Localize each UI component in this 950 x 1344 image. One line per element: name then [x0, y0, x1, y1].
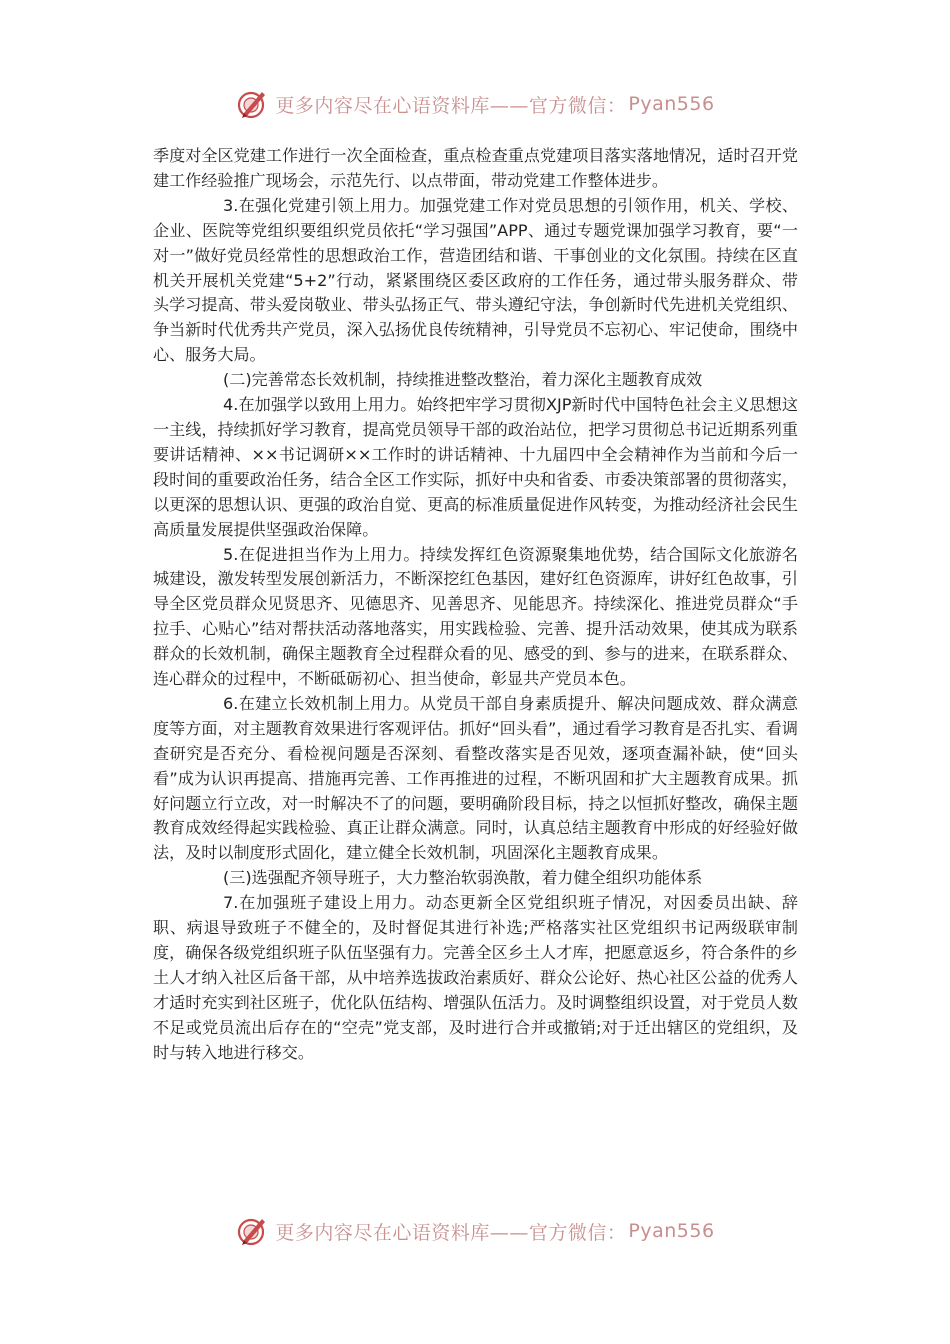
section-heading: (二)完善常态长效机制，持续推进整改整治，着力深化主题教育成效 [223, 370, 703, 390]
watermark-text: 更多内容尽在心语资料库——官方微信： [275, 1221, 627, 1244]
paragraph: 季度对全区党建工作进行一次全面检查，重点检查重点党建项目落实落地情况，适时召开党建工作经验推广现场会，示范先行、以点带面，带动党建工作整体进步。 [153, 146, 798, 190]
pen-logo-icon [235, 1214, 269, 1248]
paragraph: 3.在强化党建引领上用力。加强党建工作对党员思想的引领作用，机关、学校、企业、医院等党组织要组织党员依托“学习强国”APP、通过专题党课加强学习教育，要“一对一”做好党员经常性的思想政治工作，营造团结和谐、干事创业的文化氛围。持续在区直机关开展机关党建“5+2”行动，紧紧围绕区委区政府的工作任务，通过带头服务群众、带头学习提高、带头爱岗敬业、带头弘扬正气、带头遵纪守法，争创新时代先进机关党组织、争当新时代优秀共产党员，深入弘扬优良传统精神，引导党员不忘初心、牢记使命，围绕中心、服务大局。 [153, 195, 798, 365]
pen-logo-icon [235, 87, 269, 121]
paragraph: 6.在建立长效机制上用力。从党员干部自身素质提升、解决问题成效、群众满意度等方面，对主题教育效果进行客观评估。抓好“回头看”，通过看学习教育是否扎实、看调查研究是否充分、看检视问题是否深刻、看整改落实是否见效，逐项查漏补缺，使“回头看”成为认识再提高、措施再完善、工作再推进的过程，不断巩固和扩大主题教育成果。抓好问题立行立改，对一时解决不了的问题，要明确阶段目标，持之以恒抓好整改，确保主题教育成效经得起实践检验、真正让群众满意。同时，认真总结主题教育中形成的好经验好做法，及时以制度形式固化，建立健全长效机制，巩固深化主题教育成果。 [153, 693, 798, 863]
watermark-text: 更多内容尽在心语资料库——官方微信： [275, 94, 627, 117]
header-watermark [0, 84, 950, 124]
paragraph: 5.在促进担当作为上用力。持续发挥红色资源聚集地优势，结合国际文化旅游名城建设，激发转型发展创新活力，不断深挖红色基因，建好红色资源库，讲好红色故事，引导全区党员群众见贤思齐、见德思齐、见善思齐、见能思齐。持续深化、推进党员群众“手拉手、心贴心”结对帮扶活动落地落实，用实践检验、完善、提升活动效果，使其成为联系群众的长效机制，确保主题教育全过程群众看的见、感受的到、参与的进来，在联系群众、连心群众的过程中，不断砥砺初心、担当使命，彰显共产党员本色。 [153, 544, 798, 689]
document-body [153, 144, 798, 1066]
paragraph: 4.在加强学以致用上用力。始终把牢学习贯彻XJP新时代中国特色社会主义思想这一主线，持续抓好学习教育，提高党员领导干部的政治站位，把学习贯彻总书记近期系列重要讲话精神、××书记调研××工作时的讲话精神、十九届四中全会精神作为当前和今后一段时间的重要政治任务，结合全区工作实际，抓好中央和省委、市委决策部署的贯彻落实，以更深的思想认识、更强的政治自觉、更高的标准质量促进作风转变，为推动经济社会民生高质量发展提供坚强政治保障。 [153, 395, 798, 539]
paragraph: 7.在加强班子建设上用力。动态更新全区党组织班子情况，对因委员出缺、辞职、病退导致班子不健全的，及时督促其进行补选;严格落实社区党组织书记两级联审制度，确保各级党组织班子队伍坚强有力。完善全区乡土人才库，把愿意返乡，符合条件的乡土人才纳入社区后备干部，从中培养选拔政治素质好、群众公论好、热心社区公益的优秀人才适时充实到社区班子，优化队伍结构、增强队伍活力。及时调整组织设置，对于党员人数不足或党员流出后存在的“空壳”党支部，及时进行合并或撤销;对于迁出辖区的党组织，及时与转入地进行移交。 [153, 893, 798, 1062]
section-heading: (三)选强配齐领导班子，大力整治软弱涣散，着力健全组织功能体系 [223, 868, 703, 888]
footer-watermark [0, 1211, 950, 1251]
wechat-id: Pyan556 [628, 93, 715, 115]
wechat-id: Pyan556 [628, 1220, 715, 1242]
